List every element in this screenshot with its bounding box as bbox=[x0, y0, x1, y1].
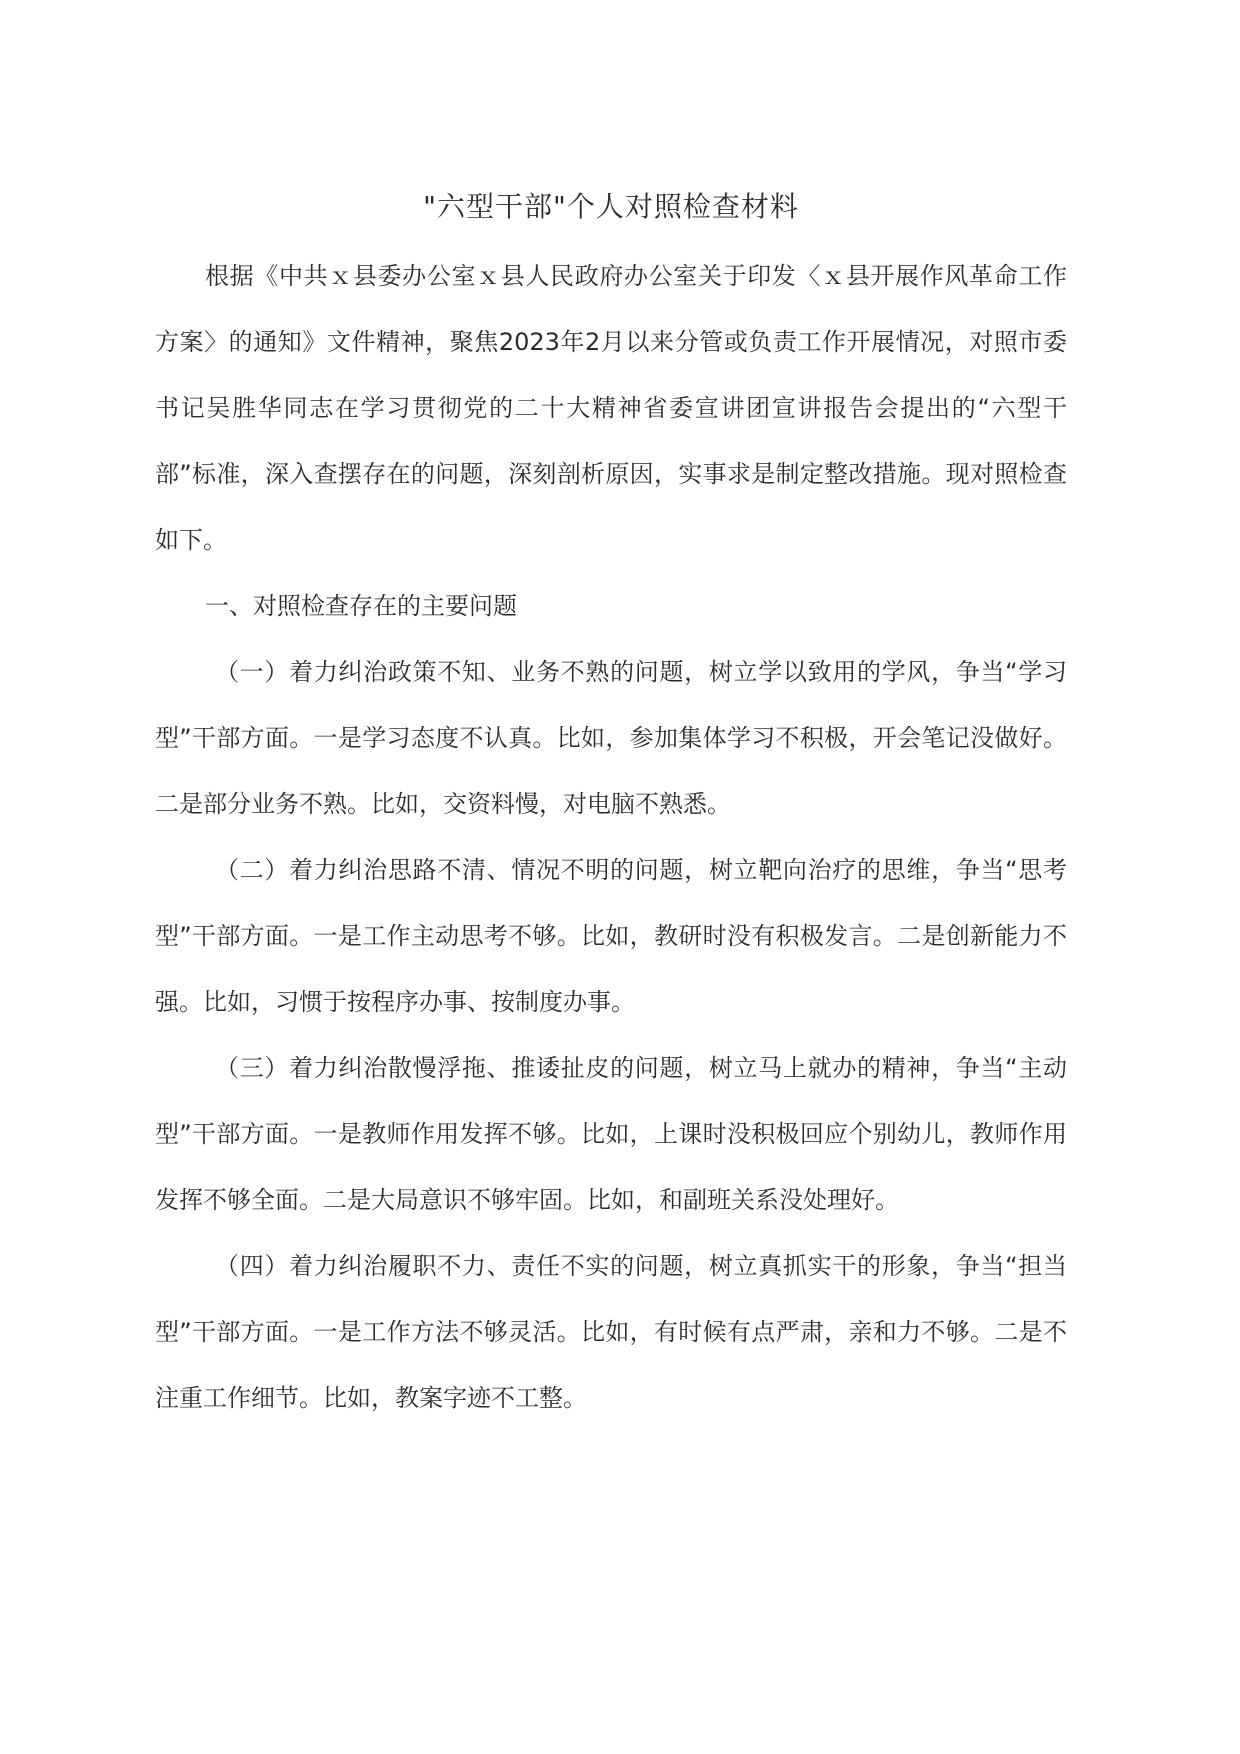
subsection-paragraph-3: （三）着力纠治散慢浮拖、推诿扯皮的问题，树立马上就办的精神，争当“主动型”干部方面。一是教师作用发挥不够。比如，上课时没积极回应个别幼儿，教师作用发挥不够全面。二是大局意识不够牢固。比如，和副班关系没处理好。 bbox=[155, 1054, 1067, 1214]
subsection-paragraph-2: （二）着力纠治思路不清、情况不明的问题，树立靶向治疗的思维，争当“思考型”干部方面。一是工作主动思考不够。比如，教研时没有积极发言。二是创新能力不强。比如，习惯于按程序办事、按制度办事。 bbox=[155, 856, 1067, 1016]
document-body bbox=[155, 185, 1067, 1431]
document-title: "六型干部"个人对照检查材料 bbox=[423, 190, 799, 223]
subsection-paragraph-1: （一）着力纠治政策不知、业务不熟的问题，树立学以致用的学风，争当“学习型”干部方面。一是学习态度不认真。比如，参加集体学习不积极，开会笔记没做好。二是部分业务不熟。比如，交资料慢，对电脑不熟悉。 bbox=[155, 658, 1067, 818]
section-heading: 一、对照检查存在的主要问题 bbox=[205, 592, 517, 620]
intro-paragraph: 根据《中共ｘ县委办公室ｘ县人民政府办公室关于印发〈ｘ县开展作风革命工作方案〉的通知》文件精神，聚焦2023年2月以来分管或负责工作开展情况，对照市委书记吴胜华同志在学习贯彻党的二十大精神省委宣讲团宣讲报告会提出的“六型干部”标准，深入查摆存在的问题，深刻剖析原因，实事求是制定整改措施。现对照检查如下。 bbox=[155, 262, 1067, 554]
subsection-paragraph-4: （四）着力纠治履职不力、责任不实的问题，树立真抓实干的形象，争当“担当型”干部方面。一是工作方法不够灵活。比如，有时候有点严肃，亲和力不够。二是不注重工作细节。比如，教案字迹不工整。 bbox=[155, 1252, 1067, 1412]
